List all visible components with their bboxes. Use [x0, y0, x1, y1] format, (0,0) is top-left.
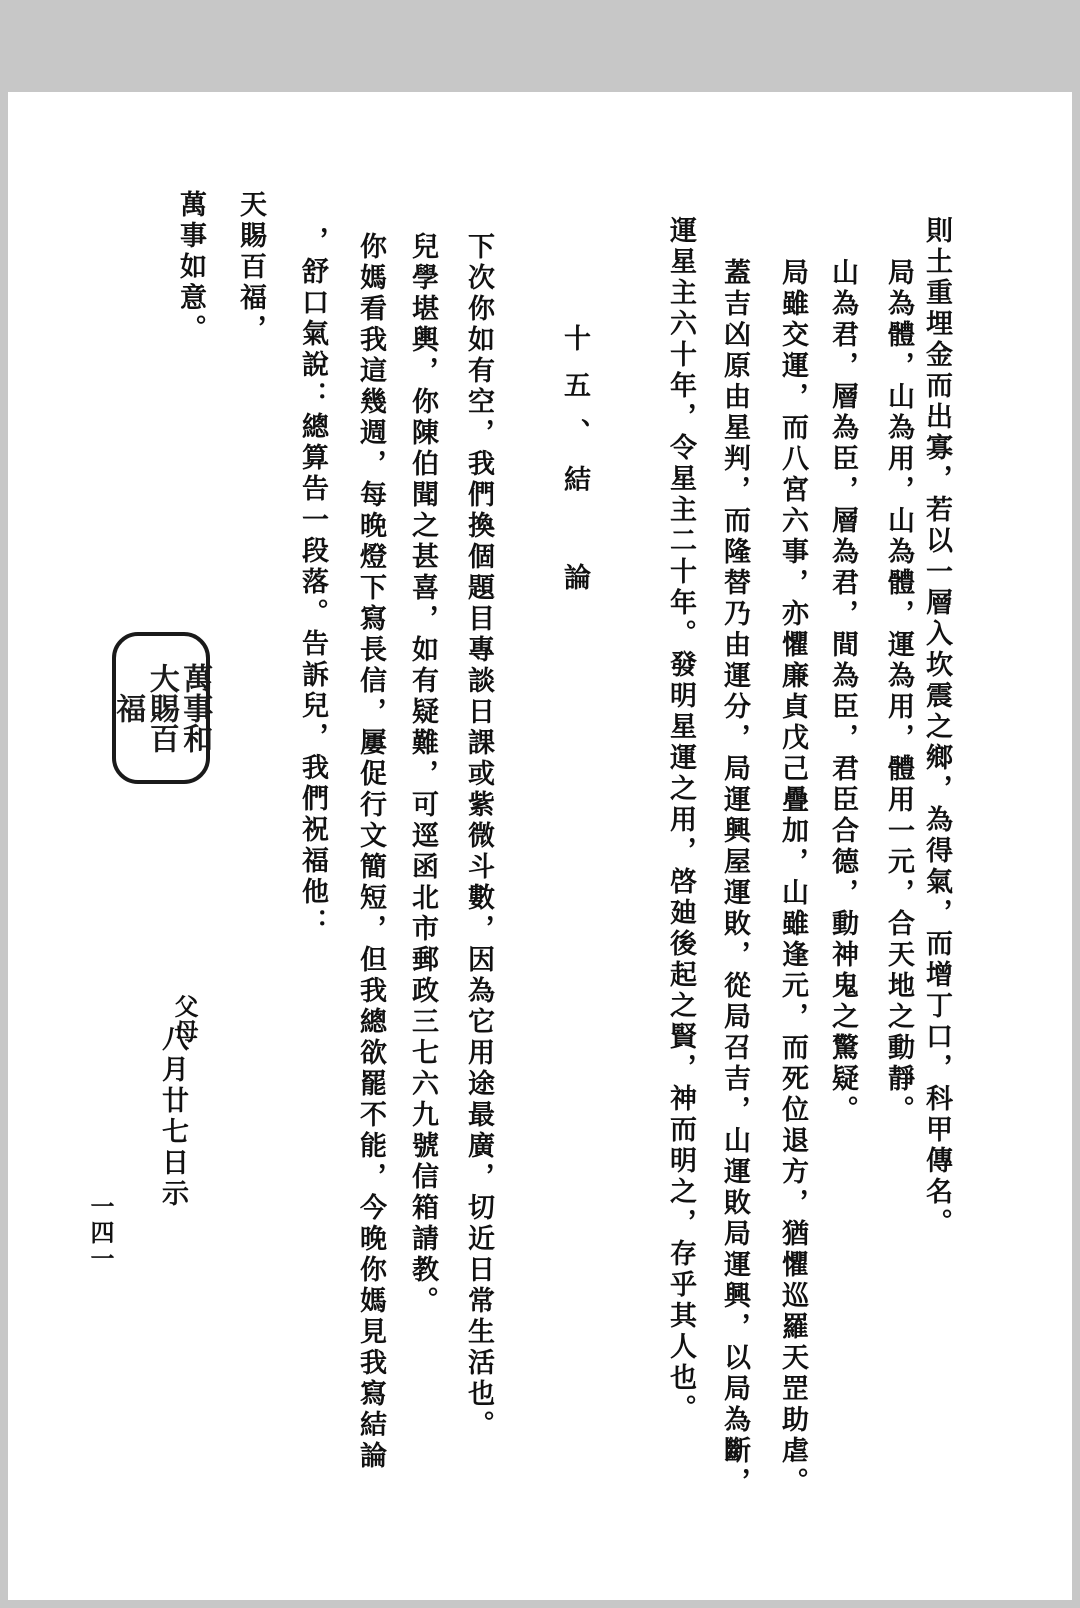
blessing-line-2: 萬事如意。 [175, 190, 206, 345]
book-page [8, 92, 1072, 1600]
text-line-4: 局雖交運，而八宮六事，亦懼廉貞戊己疊加，山雖逢元，而死位退方，猶懼巡羅天罡助虐。 [777, 258, 808, 1498]
signature-date: 八月廿七日示 [157, 1024, 188, 1210]
text-line-3: 山為君，層為臣，層為君，間為臣，君臣合德，動神鬼之驚疑。 [827, 258, 858, 1126]
signature-parents: 父母 [170, 994, 199, 1044]
seal-col-1: 萬事和 [177, 663, 213, 753]
section-heading: 十五、結 論 [559, 324, 590, 610]
conclusion-line-1: 下次你如有空，我們換個題目專談日課或紫微斗數，因為它用途最廣，切近日常生活也。 [463, 232, 494, 1441]
blessing-line-1: 天賜百福， [235, 190, 266, 345]
text-line-1: 則土重埋金而出寡，若以一層入坎震之鄉，為得氣，而增丁口，科甲傳名。 [921, 216, 952, 1239]
conclusion-line-3: 你媽看我這幾週，每晚燈下寫長信，屢促行文簡短，但我總欲罷不能，今晚你媽見我寫結論 [355, 232, 386, 1472]
text-line-5: 蓋吉凶原由星判，而隆替乃由運分，局運興屋運敗，從局召吉，山運敗局運興，以局為斷， [719, 258, 750, 1498]
text-line-6: 運星主六十年，令星主二十年。發明星運之用，啓廸後起之賢，神而明之，存乎其人也。 [665, 216, 696, 1425]
page-number: 一四一 [86, 1194, 115, 1272]
seal-col-2: 大賜百 [143, 663, 179, 753]
text-line-2: 局為體，山為用，山為體，運為用，體用一元，合天地之動靜。 [883, 258, 914, 1126]
conclusion-line-2: 兒學堪輿，你陳伯聞之甚喜，如有疑難，可逕函北市郵政三七六九號信箱請教。 [407, 232, 438, 1317]
seal-col-3: 福 [110, 693, 146, 723]
red-seal-stamp [110, 632, 213, 784]
conclusion-line-4: ，舒口氣說：總算告一段落。告訴兒，我們祝福他： [297, 226, 328, 939]
